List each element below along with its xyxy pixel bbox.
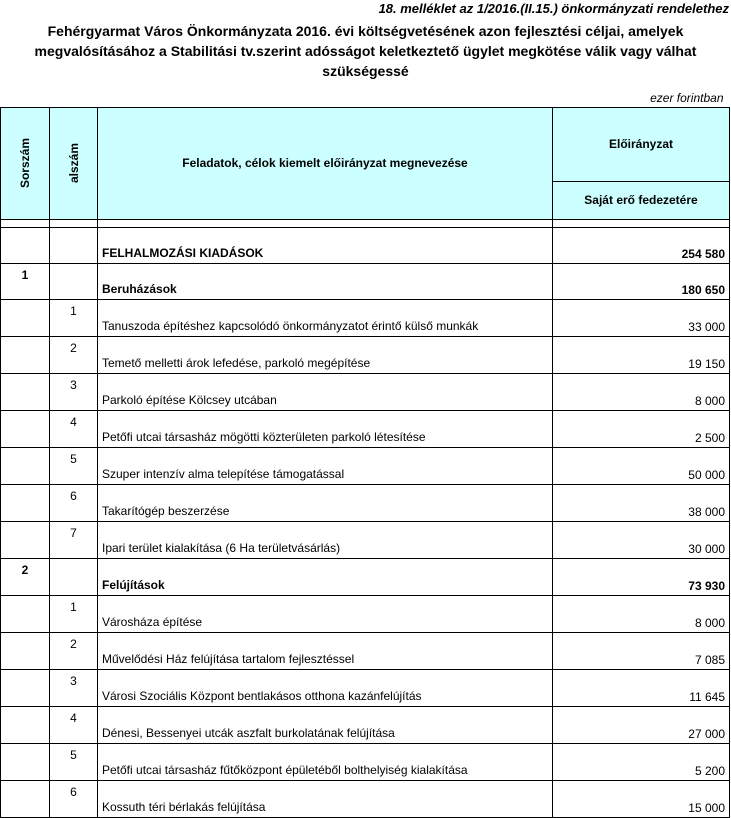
alszam-cell: 2 (50, 336, 98, 373)
alszam-cell: 5 (50, 447, 98, 484)
amount-cell: 33 000 (553, 299, 730, 336)
budget-table (0, 90, 730, 818)
alszam-cell: 4 (50, 410, 98, 447)
table-row (1, 336, 730, 373)
alszam-cell (50, 558, 98, 595)
sorszam-cell (1, 410, 50, 447)
table-row (1, 632, 730, 669)
alszam-cell: 6 (50, 780, 98, 817)
table-row (1, 743, 730, 780)
table-row (1, 669, 730, 706)
annex-note: 18. melléklet az 1/2016.(II.15.) önkormányzati rendelethez (378, 1, 729, 16)
alszam-cell: 1 (50, 595, 98, 632)
alszam-cell: 4 (50, 706, 98, 743)
sorszam-cell (1, 632, 50, 669)
alszam-cell: 2 (50, 632, 98, 669)
amount-cell: 27 000 (553, 706, 730, 743)
alszam-cell: 5 (50, 743, 98, 780)
amount-cell: 38 000 (553, 484, 730, 521)
task-name-cell: Városi Szociális Központ bentlakásos otthona kazánfelújítás (98, 669, 553, 706)
amount-cell: 19 150 (553, 336, 730, 373)
alszam-cell: 3 (50, 669, 98, 706)
task-name-cell: Petőfi utcai társasház fűtőközpont épületéből bolthelyiség kialakítása (98, 743, 553, 780)
table-row (1, 410, 730, 447)
alszam-cell: 1 (50, 299, 98, 336)
table-row (1, 595, 730, 632)
unit-label: ezer forintban (650, 91, 724, 106)
table-row (1, 558, 730, 595)
sorszam-cell (1, 299, 50, 336)
amount-cell: 2 500 (553, 410, 730, 447)
table-row (1, 521, 730, 558)
table-row (1, 373, 730, 410)
sorszam-cell (1, 484, 50, 521)
sorszam-cell (1, 706, 50, 743)
amount-cell: 7 085 (553, 632, 730, 669)
task-name-cell: Dénesi, Bessenyei utcák aszfalt burkolatának felújítása (98, 706, 553, 743)
amount-cell: 8 000 (553, 595, 730, 632)
col-header-name: Feladatok, célok kiemelt előirányzat megnevezése (98, 107, 553, 219)
alszam-cell: 7 (50, 521, 98, 558)
table-row (1, 706, 730, 743)
task-name-cell: Felújítások (98, 558, 553, 595)
sorszam-cell (1, 447, 50, 484)
task-name-cell: Szuper intenzív alma telepítése támogatással (98, 447, 553, 484)
table-row (1, 227, 730, 263)
alszam-cell (50, 227, 98, 263)
amount-cell: 11 645 (553, 669, 730, 706)
amount-cell: 73 930 (553, 558, 730, 595)
task-name-cell: Parkoló építése Kölcsey utcában (98, 373, 553, 410)
document-title: Fehérgyarmat Város Önkormányzata 2016. évi költségvetésének azon fejlesztési céljai, amelyek megvalósításához a Stabilitási tv.szerint adósságot keletkeztető ügylet megkötése válik vagy válhat szükségessé (34, 23, 697, 79)
amount-cell: 254 580 (553, 227, 730, 263)
alszam-cell: 3 (50, 373, 98, 410)
col-header-sorszam: Sorszám (1, 107, 50, 219)
sorszam-cell (1, 595, 50, 632)
task-name-cell: Takarítógép beszerzése (98, 484, 553, 521)
sorszam-cell (1, 780, 50, 817)
amount-cell: 8 000 (553, 373, 730, 410)
col-header-eloiranyzat: Előirányzat (553, 107, 730, 181)
alszam-cell (50, 263, 98, 299)
col-header-sajat: Saját erő fedezetére (553, 181, 730, 219)
amount-cell: 50 000 (553, 447, 730, 484)
sorszam-cell (1, 336, 50, 373)
amount-cell: 180 650 (553, 263, 730, 299)
task-name-cell: Temető melletti árok lefedése, parkoló megépítése (98, 336, 553, 373)
task-name-cell: Ipari terület kialakítása (6 Ha területvásárlás) (98, 521, 553, 558)
amount-cell: 5 200 (553, 743, 730, 780)
task-name-cell: Városháza építése (98, 595, 553, 632)
sorszam-cell (1, 669, 50, 706)
task-name-cell: Beruházások (98, 263, 553, 299)
task-name-cell: FELHALMOZÁSI KIADÁSOK (98, 227, 553, 263)
sorszam-cell: 1 (1, 263, 50, 299)
sorszam-cell (1, 521, 50, 558)
table-row (1, 780, 730, 817)
task-name-cell: Kossuth téri bérlakás felújítása (98, 780, 553, 817)
table-row (1, 484, 730, 521)
sorszam-cell (1, 373, 50, 410)
unit-row (1, 90, 730, 107)
sorszam-cell (1, 227, 50, 263)
alszam-cell: 6 (50, 484, 98, 521)
amount-cell: 30 000 (553, 521, 730, 558)
col-header-alszam: alszám (50, 107, 98, 219)
sorszam-cell: 2 (1, 558, 50, 595)
table-row (1, 299, 730, 336)
table-row (1, 447, 730, 484)
task-name-cell: Tanuszoda építéshez kapcsolódó önkormányzatot érintő külső munkák (98, 299, 553, 336)
task-name-cell: Petőfi utcai társasház mögötti közterületen parkoló létesítése (98, 410, 553, 447)
table-row (1, 263, 730, 299)
task-name-cell: Művelődési Ház felújítása tartalom fejlesztéssel (98, 632, 553, 669)
amount-cell: 15 000 (553, 780, 730, 817)
sorszam-cell (1, 743, 50, 780)
